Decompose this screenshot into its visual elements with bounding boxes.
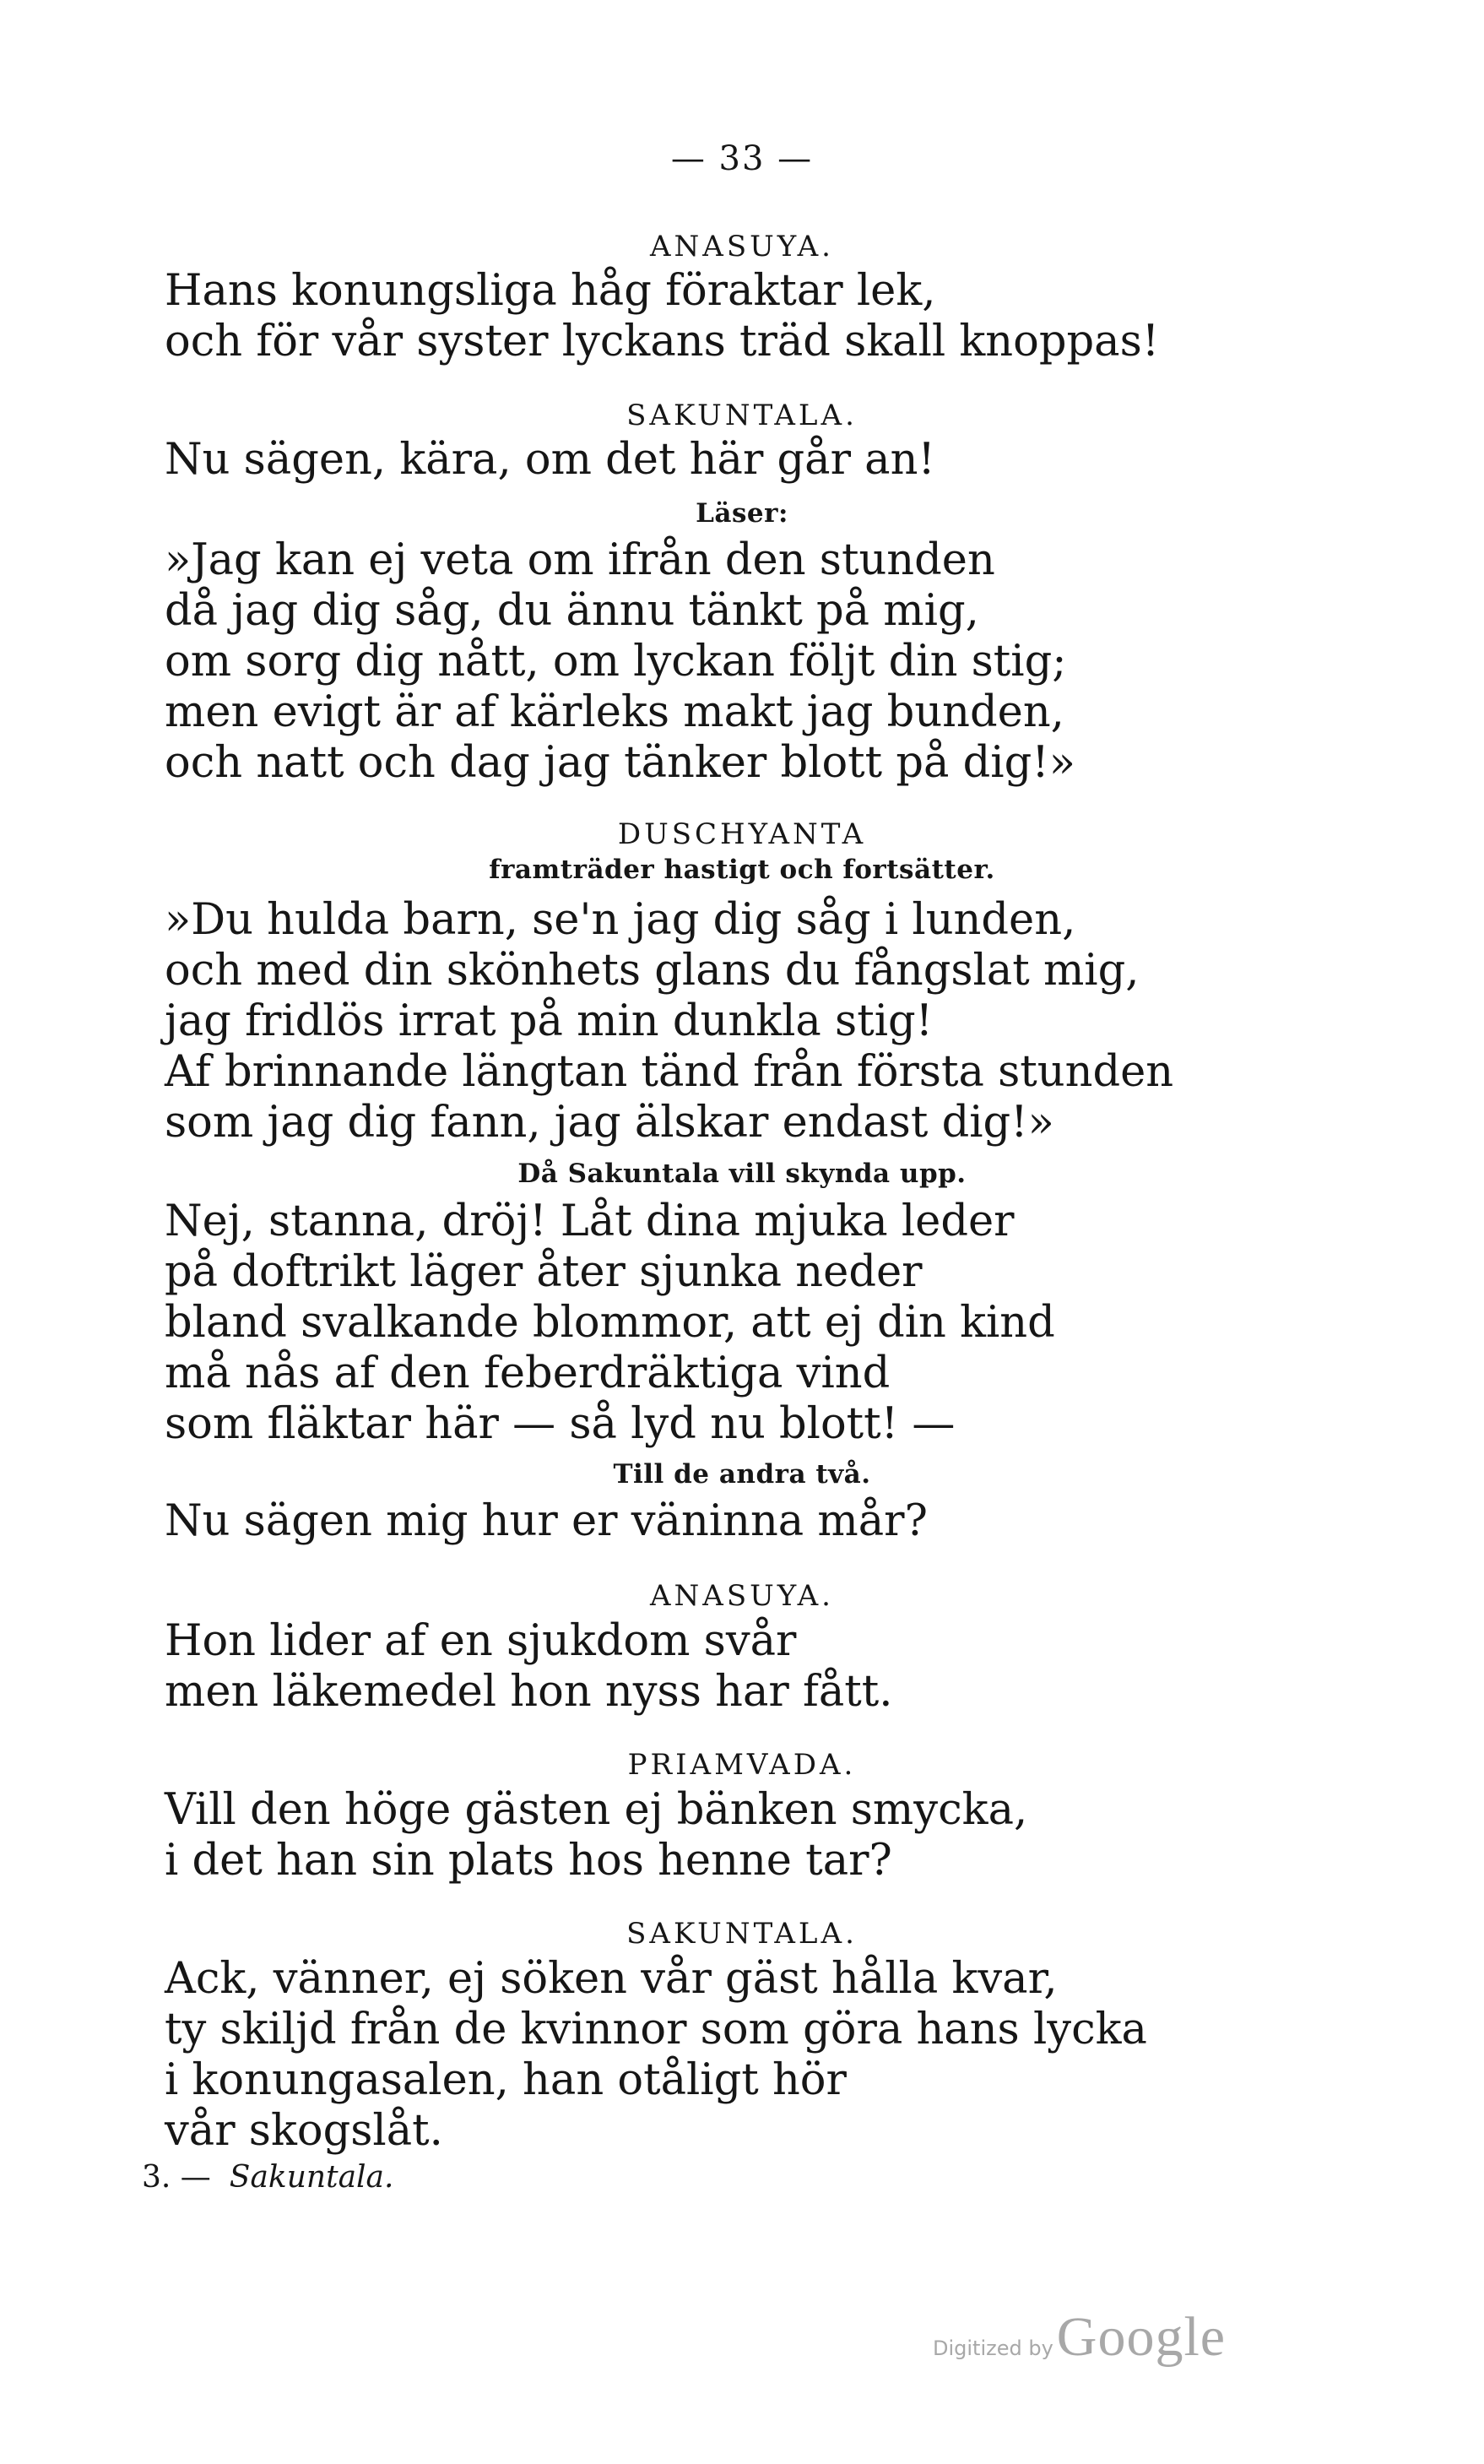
verse-line: Af brinnande längtan tänd från första stunden <box>165 1047 1174 1097</box>
verse-line: »Jag kan ej veta om ifrån den stunden <box>165 535 995 585</box>
stage-direction: Då Sakuntala vill skynda upp. <box>517 1159 967 1189</box>
verse-line: på doftrikt läger åter sjunka neder <box>165 1247 923 1297</box>
speaker-name: SAKUNTALA. <box>626 399 858 432</box>
signature-mark <box>142 2160 393 2195</box>
verse-line: och med din skönhets glans du fångslat mig, <box>165 946 1140 996</box>
verse-line: och för vår syster lyckans träd skall knoppas! <box>165 317 1160 366</box>
verse-line: Hans konungsliga håg föraktar lek, <box>165 266 936 316</box>
verse-line: i konungasalen, han otåligt hör <box>165 2055 847 2105</box>
speaker-name: PRIAMVADA. <box>627 1748 857 1782</box>
signature-number: 3. — <box>142 2160 211 2195</box>
verse-line: om sorg dig nått, om lyckan följt din stig; <box>165 637 1067 687</box>
verse-line: Nu sägen mig hur er väninna mår? <box>165 1496 928 1546</box>
verse-line: som jag dig fann, jag älskar endast dig!» <box>165 1098 1054 1148</box>
verse-line: »Du hulda barn, se'n jag dig såg i lunden, <box>165 895 1076 945</box>
stage-direction: Läser: <box>696 498 788 529</box>
verse-line: vår skogslåt. <box>165 2106 443 2156</box>
signature-title: Sakuntala. <box>229 2160 394 2195</box>
verse-line: men läkemedel hon nyss har fått. <box>165 1667 893 1717</box>
verse-line: Hon lider af en sjukdom svår <box>165 1616 797 1666</box>
verse-line: ty skiljd från de kvinnor som göra hans lycka <box>165 2005 1147 2054</box>
google-logo: Google <box>1056 2306 1227 2368</box>
verse-line: men evigt är af kärleks makt jag bunden, <box>165 687 1064 737</box>
stage-direction: Till de andra två. <box>613 1459 871 1490</box>
verse-line: då jag dig såg, du ännu tänkt på mig, <box>165 586 979 636</box>
stage-direction: framträder hastigt och fortsätter. <box>489 855 995 885</box>
watermark-prefix: Digitized by <box>933 2336 1053 2360</box>
verse-line: och natt och dag jag tänker blott på dig!» <box>165 738 1075 788</box>
verse-line: må nås af den feberdräktiga vind <box>165 1349 891 1398</box>
verse-line: i det han sin plats hos henne tar? <box>165 1836 892 1886</box>
speaker-name: DUSCHYANTA <box>617 817 867 851</box>
verse-line: Nej, stanna, dröj! Låt dina mjuka leder <box>165 1197 1015 1246</box>
verse-line: bland svalkande blommor, att ej din kind <box>165 1298 1055 1348</box>
verse-line: Nu sägen, kära, om det här går an! <box>165 435 935 485</box>
page-number: — 33 — <box>670 139 814 178</box>
speaker-name: ANASUYA. <box>650 230 834 263</box>
verse-line: som fläktar här — så lyd nu blott! — <box>165 1399 956 1449</box>
speaker-name: SAKUNTALA. <box>626 1917 858 1951</box>
speaker-name: ANASUYA. <box>650 1579 834 1613</box>
digitized-watermark <box>933 2305 1226 2369</box>
verse-line: jag fridlös irrat på min dunkla stig! <box>165 996 934 1046</box>
verse-line: Vill den höge gästen ej bänken smycka, <box>165 1785 1028 1835</box>
verse-line: Ack, vänner, ej söken vår gäst hålla kvar, <box>165 1954 1058 2004</box>
